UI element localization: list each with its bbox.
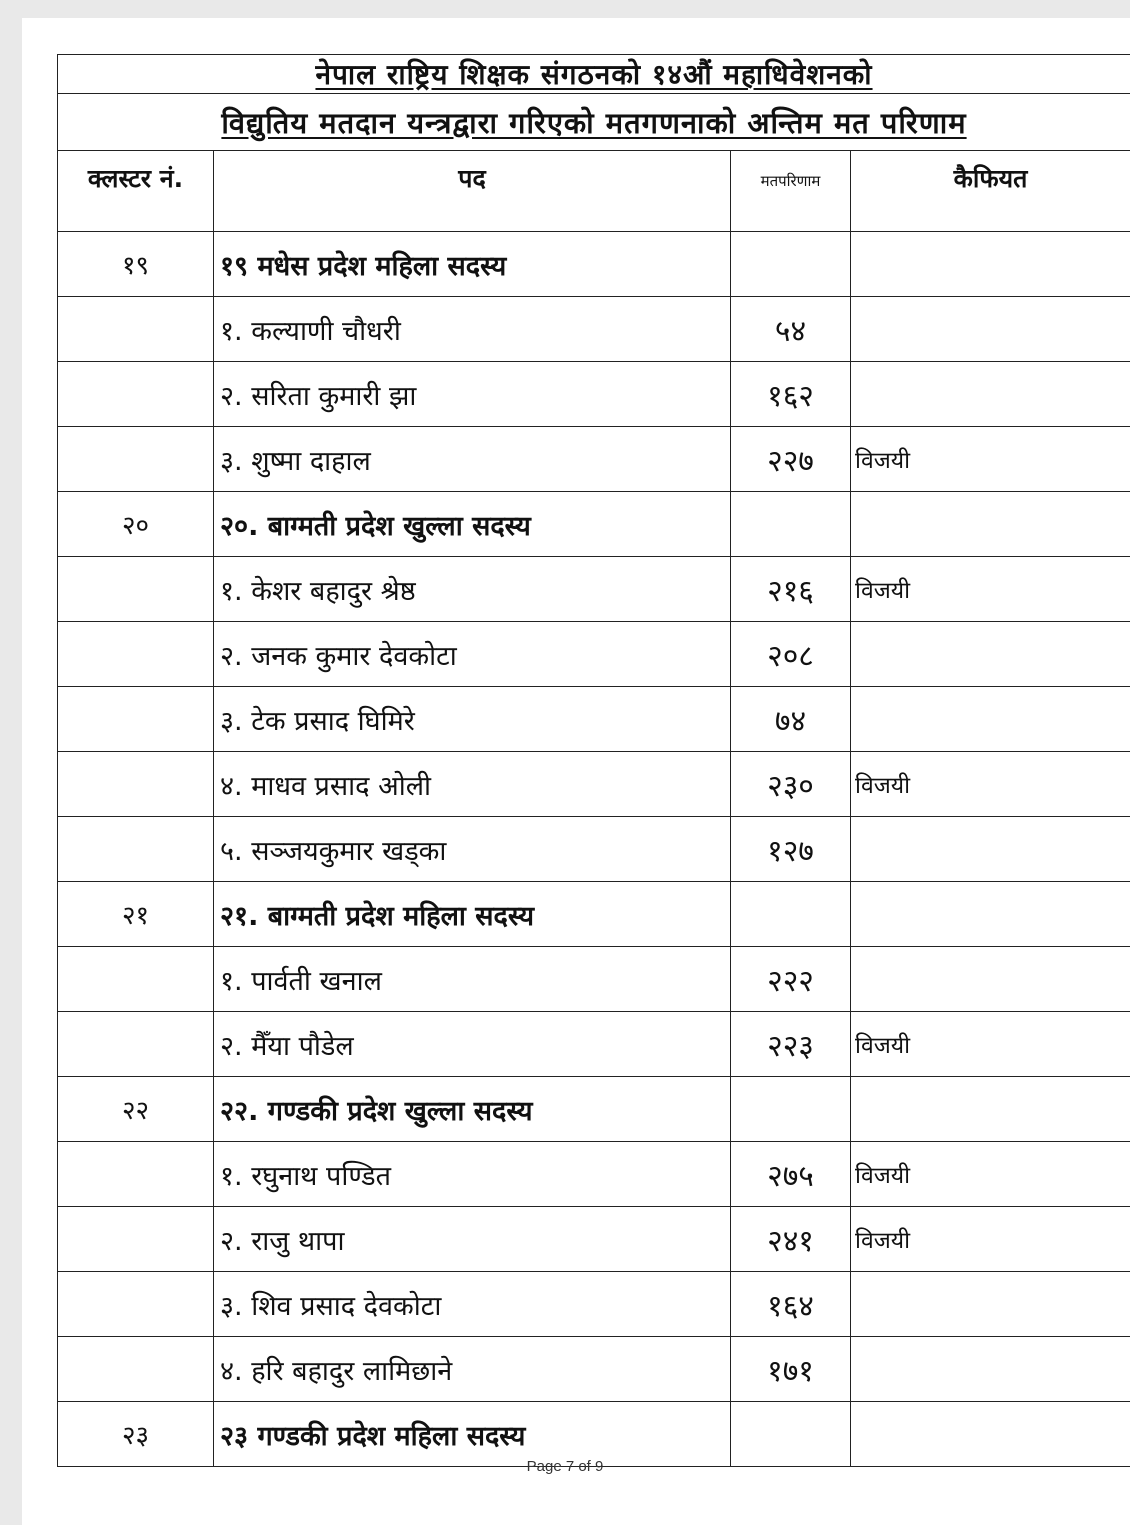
candidate-cell: ३. टेक प्रसाद घिमिरे	[214, 687, 731, 752]
post-heading-cell: २२. गण्डकी प्रदेश खुल्ला सदस्य	[214, 1077, 731, 1142]
candidate-cell: २. राजु थापा	[214, 1207, 731, 1272]
cluster-cell	[58, 427, 214, 492]
title-line-2: विद्युतिय मतदान यन्त्रद्वारा गरिएको मतगणनाको अन्तिम मत परिणाम	[221, 105, 967, 140]
votes-cell: २७५	[731, 1142, 851, 1207]
cluster-cell	[58, 687, 214, 752]
remark-cell: विजयी	[851, 752, 1130, 817]
votes-cell	[731, 232, 851, 297]
document-title	[58, 55, 1130, 94]
table-row	[58, 1337, 1130, 1402]
section-row	[58, 232, 1130, 297]
candidate-cell: २. जनक कुमार देवकोटा	[214, 622, 731, 687]
candidate-cell: ४. हरि बहादुर लामिछाने	[214, 1337, 731, 1402]
cluster-cell	[58, 1207, 214, 1272]
table-row	[58, 297, 1130, 362]
post-heading-cell: २३ गण्डकी प्रदेश महिला सदस्य	[214, 1402, 731, 1467]
title-row	[58, 55, 1130, 94]
votes-cell	[731, 1402, 851, 1467]
cluster-cell	[58, 557, 214, 622]
section-row	[58, 492, 1130, 557]
remark-cell	[851, 817, 1130, 882]
remark-cell	[851, 1272, 1130, 1337]
section-row	[58, 1077, 1130, 1142]
cluster-cell	[58, 622, 214, 687]
cluster-cell: २१	[58, 882, 214, 947]
candidate-cell: २. सरिता कुमारी झा	[214, 362, 731, 427]
table-row	[58, 1012, 1130, 1077]
candidate-cell: ३. शुष्मा दाहाल	[214, 427, 731, 492]
votes-cell: २१६	[731, 557, 851, 622]
cluster-cell: २०	[58, 492, 214, 557]
cluster-cell	[58, 1272, 214, 1337]
results-table	[57, 54, 1130, 1467]
remark-cell	[851, 622, 1130, 687]
remark-cell	[851, 1077, 1130, 1142]
votes-cell: ५४	[731, 297, 851, 362]
post-heading-cell: १९ मधेस प्रदेश महिला सदस्य	[214, 232, 731, 297]
header-remarks: कैफियत	[851, 151, 1130, 232]
table-row	[58, 557, 1130, 622]
votes-cell: ७४	[731, 687, 851, 752]
votes-cell: २०८	[731, 622, 851, 687]
page-number: Page 7 of 9	[526, 1458, 604, 1475]
votes-cell: १६४	[731, 1272, 851, 1337]
votes-cell: २२३	[731, 1012, 851, 1077]
remark-cell: विजयी	[851, 557, 1130, 622]
candidate-cell: १. कल्याणी चौधरी	[214, 297, 731, 362]
cluster-cell	[58, 1337, 214, 1402]
remark-cell	[851, 947, 1130, 1012]
table-row	[58, 622, 1130, 687]
votes-cell: १७१	[731, 1337, 851, 1402]
remark-cell	[851, 1337, 1130, 1402]
table-row	[58, 947, 1130, 1012]
title-line-1: नेपाल राष्ट्रिय शिक्षक संगठनको १४औं महाधिवेशनको	[315, 58, 873, 91]
candidate-cell: ३. शिव प्रसाद देवकोटा	[214, 1272, 731, 1337]
table-row	[58, 427, 1130, 492]
candidate-cell: २. मैँया पौडेल	[214, 1012, 731, 1077]
cluster-cell	[58, 362, 214, 427]
remark-cell	[851, 362, 1130, 427]
subtitle-row	[58, 94, 1130, 151]
votes-cell: १२७	[731, 817, 851, 882]
votes-cell: २३०	[731, 752, 851, 817]
cluster-cell	[58, 947, 214, 1012]
header-cluster: क्लस्टर नं.	[58, 151, 214, 232]
document-subtitle	[58, 94, 1130, 151]
remark-cell: विजयी	[851, 1142, 1130, 1207]
candidate-cell: ५. सञ्जयकुमार खड्का	[214, 817, 731, 882]
remark-cell: विजयी	[851, 1207, 1130, 1272]
table-row	[58, 1207, 1130, 1272]
votes-cell	[731, 1077, 851, 1142]
header-post: पद	[214, 151, 731, 232]
table-row	[58, 687, 1130, 752]
table-row	[58, 1142, 1130, 1207]
remark-cell	[851, 687, 1130, 752]
remark-cell	[851, 1402, 1130, 1467]
remark-cell: विजयी	[851, 427, 1130, 492]
post-heading-cell: २०. बाग्मती प्रदेश खुल्ला सदस्य	[214, 492, 731, 557]
cluster-cell	[58, 1012, 214, 1077]
votes-cell: १६२	[731, 362, 851, 427]
table-row	[58, 362, 1130, 427]
candidate-cell: १. पार्वती खनाल	[214, 947, 731, 1012]
cluster-cell: २२	[58, 1077, 214, 1142]
remark-cell	[851, 492, 1130, 557]
header-row	[58, 151, 1130, 232]
table-row	[58, 1272, 1130, 1337]
votes-cell	[731, 882, 851, 947]
cluster-cell: २३	[58, 1402, 214, 1467]
candidate-cell: १. केशर बहादुर श्रेष्ठ	[214, 557, 731, 622]
cluster-cell: १९	[58, 232, 214, 297]
cluster-cell	[58, 817, 214, 882]
cluster-cell	[58, 297, 214, 362]
remark-cell	[851, 297, 1130, 362]
remark-cell	[851, 232, 1130, 297]
candidate-cell: १. रघुनाथ पण्डित	[214, 1142, 731, 1207]
votes-cell: २२७	[731, 427, 851, 492]
votes-cell: २२२	[731, 947, 851, 1012]
remark-cell	[851, 882, 1130, 947]
section-row	[58, 882, 1130, 947]
cluster-cell	[58, 1142, 214, 1207]
cluster-cell	[58, 752, 214, 817]
table-row	[58, 752, 1130, 817]
table-row	[58, 817, 1130, 882]
votes-cell	[731, 492, 851, 557]
post-heading-cell: २१. बाग्मती प्रदेश महिला सदस्य	[214, 882, 731, 947]
candidate-cell: ४. माधव प्रसाद ओली	[214, 752, 731, 817]
votes-cell: २४१	[731, 1207, 851, 1272]
section-row	[58, 1402, 1130, 1467]
header-votes: मतपरिणाम	[731, 151, 851, 232]
remark-cell: विजयी	[851, 1012, 1130, 1077]
